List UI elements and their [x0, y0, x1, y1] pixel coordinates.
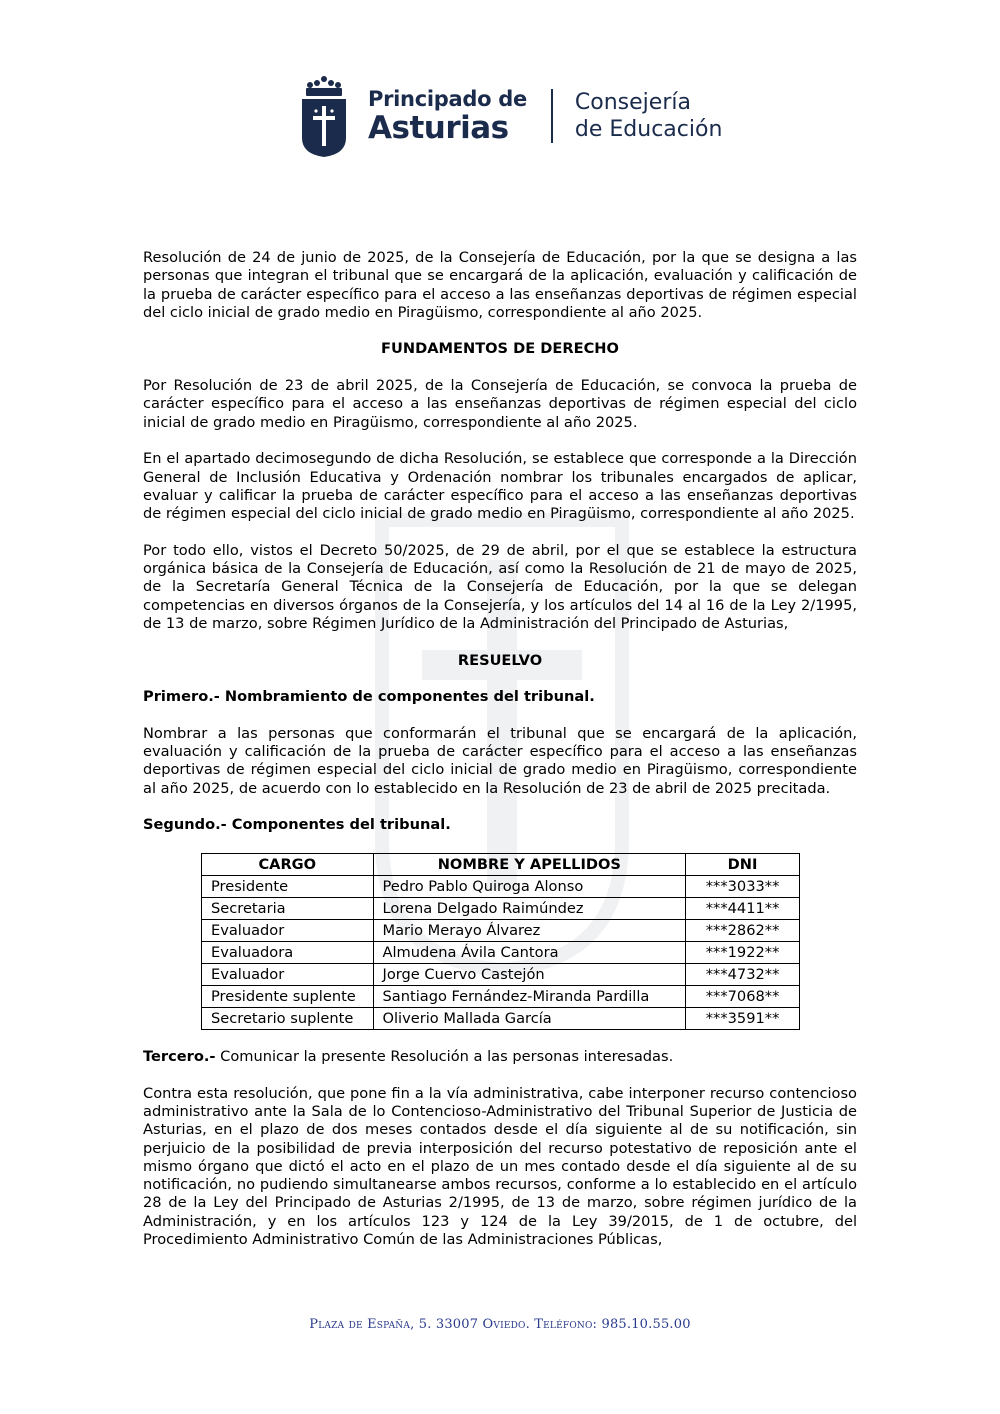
column-header-cargo: CARGO: [202, 853, 374, 875]
cell-nombre: Mario Merayo Álvarez: [373, 919, 686, 941]
cell-nombre: Lorena Delgado Raimúndez: [373, 897, 686, 919]
column-header-dni: DNI: [686, 853, 800, 875]
asturias-shield-icon: [300, 74, 348, 158]
table-header-row: [202, 853, 800, 875]
cell-cargo: Presidente suplente: [202, 985, 374, 1007]
cell-nombre: Almudena Ávila Cantora: [373, 941, 686, 963]
cell-dni: ***7068**: [686, 985, 800, 1007]
table-row: [202, 875, 800, 897]
cell-dni: ***4411**: [686, 897, 800, 919]
brand-bottom-text: Asturias: [368, 110, 509, 146]
tercero-paragraph: [143, 1048, 857, 1066]
recurso-paragraph: Contra esta resolución, que pone fin a la vía administrativa, cabe interponer recurso contencioso administrativo ante la Sala de lo Contencioso-Administrativo del Tribunal Superior de Justicia de Asturias, en el plazo de dos meses contados desde el día siguiente al de su notificación, sin perjuicio de la posibilidad de previa interposición del recurso potestativo de reposición ante el mismo órgano que dictó el acto en el plazo de un mes contado desde el día siguiente al de su notificación, no pudiendo simultanearse ambos recursos, conforme a lo establecido en el artículo 28 de la Ley del Principado de Asturias 2/1995, de 13 de marzo, sobre régimen jurídico de la Administración, y en los artículos 123 y 124 de la Ley 39/2015, de 1 de octubre, del Procedimiento Administrativo Común de las Administraciones Públicas,: [143, 1084, 857, 1249]
intro-paragraph: Resolución de 24 de junio de 2025, de la Consejería de Educación, por la que se designa a las personas que integran el tribunal que se encargará de la aplicación, evaluación y calificación de la prueba de carácter específico para el acceso a las enseñanzas deportivas de régimen especial del ciclo inicial de grado medio en Piragüismo, correspondiente al año 2025.: [143, 249, 857, 321]
primero-heading: Primero.- Nombramiento de componentes del tribunal.: [143, 688, 595, 706]
footer-address: Plaza de España, 5. 33007 Oviedo. Teléfono: 985.10.55.00: [309, 1317, 691, 1332]
tercero-label: Tercero.-: [143, 1048, 216, 1066]
cell-cargo: Evaluador: [202, 919, 374, 941]
table-row: [202, 1007, 800, 1029]
document-body: [143, 249, 857, 1268]
tribunal-table: [201, 853, 800, 1030]
cell-dni: ***3033**: [686, 875, 800, 897]
cell-dni: ***3591**: [686, 1007, 800, 1029]
cell-nombre: Santiago Fernández-Miranda Pardilla: [373, 985, 686, 1007]
brand-name: [368, 87, 527, 145]
cell-dni: ***1922**: [686, 941, 800, 963]
cell-dni: ***4732**: [686, 963, 800, 985]
fundamentos-paragraph-1: Por Resolución de 23 de abril 2025, de la Consejería de Educación, se convoca la prueba de carácter específico para el acceso a las enseñanzas deportivas de régimen especial del ciclo inicial de grado medio en Piragüismo, correspondiente al año 2025.: [143, 377, 857, 431]
cell-cargo: Secretario suplente: [202, 1007, 374, 1029]
tercero-text: Comunicar la presente Resolución a las personas interesadas.: [215, 1048, 674, 1066]
cell-nombre: Pedro Pablo Quiroga Alonso: [373, 875, 686, 897]
column-header-nombre: NOMBRE Y APELLIDOS: [373, 853, 686, 875]
logo-divider: [551, 89, 553, 143]
brand-top-text: Principado de: [368, 87, 527, 111]
fundamentos-paragraph-2: En el apartado decimosegundo de dicha Resolución, se establece que corresponde a la Dirección General de Inclusión Educativa y Ordenación nombrar los tribunales encargados de aplicar, evaluar y calificar la prueba de carácter específico para el acceso a las enseñanzas deportivas de régimen especial del ciclo inicial de grado medio en Piragüismo, correspondiente al año 2025.: [143, 450, 857, 523]
primero-paragraph: Nombrar a las personas que conformarán el tribunal que se encargará de la aplicación, evaluación y calificación de la prueba de carácter específico para el acceso a las enseñanzas deportivas de régimen especial del ciclo inicial de grado medio en Piragüismo, correspondiente al año 2025, de acuerdo con lo establecido en la Resolución de 23 de abril de 2025 precitada.: [143, 724, 857, 797]
resuelvo-heading: RESUELVO: [457, 651, 543, 669]
cell-dni: ***2862**: [686, 919, 800, 941]
department-line-1: Consejería: [574, 90, 691, 115]
cell-cargo: Evaluadora: [202, 941, 374, 963]
fundamentos-paragraph-3: Por todo ello, vistos el Decreto 50/2025, de 29 de abril, por el que se establece la estructura orgánica básica de la Consejería de Educación, así como la Resolución de 21 de mayo de 2025, de la Secretaría General Técnica de la Consejería de Educación, por la que se delegan competencias en diversos órganos de la Consejería, y los artículos del 14 al 16 de la Ley 2/1995, de 13 de marzo, sobre Régimen Jurídico de la Administración del Principado de Asturias,: [143, 541, 857, 632]
fundamentos-heading: FUNDAMENTOS DE DERECHO: [381, 340, 619, 358]
department-name: [575, 89, 723, 143]
segundo-heading: Segundo.- Componentes del tribunal.: [143, 816, 451, 834]
table-row: [202, 941, 800, 963]
table-row: [202, 919, 800, 941]
department-line-2: de Educación: [574, 117, 723, 142]
table-row: [202, 897, 800, 919]
cell-cargo: Presidente: [202, 875, 374, 897]
header-logo: [300, 74, 722, 158]
cell-nombre: Jorge Cuervo Castejón: [373, 963, 686, 985]
cell-nombre: Oliverio Mallada García: [373, 1007, 686, 1029]
cell-cargo: Secretaria: [202, 897, 374, 919]
table-row: [202, 985, 800, 1007]
table-row: [202, 963, 800, 985]
cell-cargo: Evaluador: [202, 963, 374, 985]
